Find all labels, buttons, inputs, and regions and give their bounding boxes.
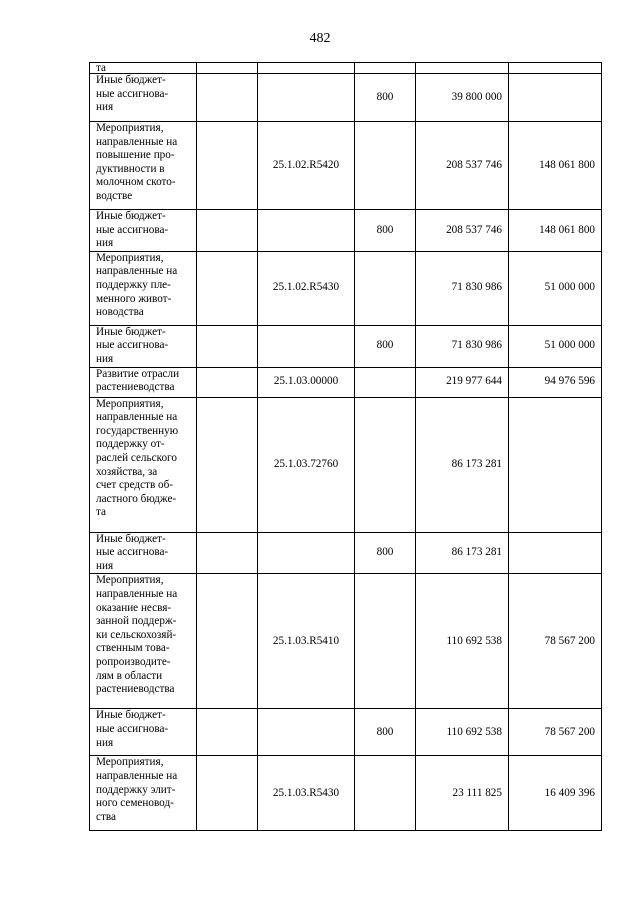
target-code-cell: 25.1.03.R5430 [258, 756, 355, 831]
amount-1-cell: 110 692 538 [416, 574, 509, 709]
row-name-cell: Иные бюджет- ные ассигнова- ния [90, 532, 197, 574]
expense-type-cell: 800 [355, 709, 416, 756]
amount-2-cell [509, 397, 602, 532]
row-name-cell: Мероприятия, направленные на государственную поддержку от- раслей сельского хозяйства, за счет средств об- ластного бюдже- та [90, 397, 197, 532]
target-code-cell [258, 532, 355, 574]
amount-1-cell: 208 537 746 [416, 122, 509, 210]
amount-1-cell: 110 692 538 [416, 709, 509, 756]
empty-cell [197, 574, 258, 709]
budget-table [89, 62, 602, 831]
target-code-cell [258, 325, 355, 367]
table-row [90, 367, 602, 397]
table-row [90, 756, 602, 831]
empty-cell [197, 367, 258, 397]
expense-type-cell [355, 367, 416, 397]
expense-type-cell [355, 397, 416, 532]
table-row [90, 74, 602, 122]
row-name-cell: та [90, 63, 197, 74]
target-code-cell: 25.1.03.00000 [258, 367, 355, 397]
expense-type-cell [355, 63, 416, 74]
expense-type-cell: 800 [355, 210, 416, 252]
empty-cell [197, 63, 258, 74]
row-name-cell: Мероприятия, направленные на повышение про- дуктивности в молочном ското- водстве [90, 122, 197, 210]
table-row [90, 210, 602, 252]
empty-cell [197, 397, 258, 532]
amount-2-cell: 148 061 800 [509, 122, 602, 210]
empty-cell [197, 325, 258, 367]
amount-2-cell [509, 63, 602, 74]
page-number: 482 [309, 31, 331, 46]
amount-1-cell: 23 111 825 [416, 756, 509, 831]
amount-2-cell [509, 74, 602, 122]
table-row [90, 709, 602, 756]
expense-type-cell: 800 [355, 325, 416, 367]
empty-cell [197, 756, 258, 831]
target-code-cell: 25.1.03.R5410 [258, 574, 355, 709]
amount-2-cell: 16 409 396 [509, 756, 602, 831]
amount-2-cell: 148 061 800 [509, 210, 602, 252]
row-name-cell: Иные бюджет- ные ассигнова- ния [90, 210, 197, 252]
amount-2-cell: 78 567 200 [509, 709, 602, 756]
empty-cell [197, 709, 258, 756]
amount-2-cell: 78 567 200 [509, 574, 602, 709]
amount-2-cell: 51 000 000 [509, 325, 602, 367]
amount-1-cell: 71 830 986 [416, 325, 509, 367]
row-name-cell: Иные бюджет- ные ассигнова- ния [90, 709, 197, 756]
amount-1-cell: 219 977 644 [416, 367, 509, 397]
empty-cell [197, 122, 258, 210]
table-row [90, 532, 602, 574]
target-code-cell: 25.1.02.R5430 [258, 251, 355, 325]
table-row [90, 325, 602, 367]
target-code-cell: 25.1.03.72760 [258, 397, 355, 532]
row-name-cell: Развитие отрасли растениеводства [90, 367, 197, 397]
expense-type-cell: 800 [355, 532, 416, 574]
amount-2-cell [509, 532, 602, 574]
target-code-cell: 25.1.02.R5420 [258, 122, 355, 210]
expense-type-cell [355, 122, 416, 210]
target-code-cell [258, 210, 355, 252]
expense-type-cell [355, 756, 416, 831]
amount-1-cell: 86 173 281 [416, 397, 509, 532]
empty-cell [197, 74, 258, 122]
amount-1-cell: 208 537 746 [416, 210, 509, 252]
table-row [90, 122, 602, 210]
table-row [90, 574, 602, 709]
table-row [90, 63, 602, 74]
table-row [90, 397, 602, 532]
row-name-cell: Иные бюджет- ные ассигнова- ния [90, 74, 197, 122]
amount-1-cell: 39 800 000 [416, 74, 509, 122]
amount-1-cell: 71 830 986 [416, 251, 509, 325]
table-row [90, 251, 602, 325]
amount-2-cell: 94 976 596 [509, 367, 602, 397]
row-name-cell: Мероприятия, направленные на поддержку пле- менного живот- новодства [90, 251, 197, 325]
expense-type-cell [355, 574, 416, 709]
empty-cell [197, 251, 258, 325]
amount-1-cell: 86 173 281 [416, 532, 509, 574]
target-code-cell [258, 63, 355, 74]
target-code-cell [258, 709, 355, 756]
expense-type-cell [355, 251, 416, 325]
row-name-cell: Мероприятия, направленные на оказание несвя- занной поддерж- ки сельскохозяй- ственным това- ропроизводите- лям в области растениеводства [90, 574, 197, 709]
empty-cell [197, 210, 258, 252]
target-code-cell [258, 74, 355, 122]
empty-cell [197, 532, 258, 574]
expense-type-cell: 800 [355, 74, 416, 122]
amount-2-cell: 51 000 000 [509, 251, 602, 325]
row-name-cell: Иные бюджет- ные ассигнова- ния [90, 325, 197, 367]
amount-1-cell [416, 63, 509, 74]
row-name-cell: Мероприятия, направленные на поддержку элит- ного семеновод- ства [90, 756, 197, 831]
